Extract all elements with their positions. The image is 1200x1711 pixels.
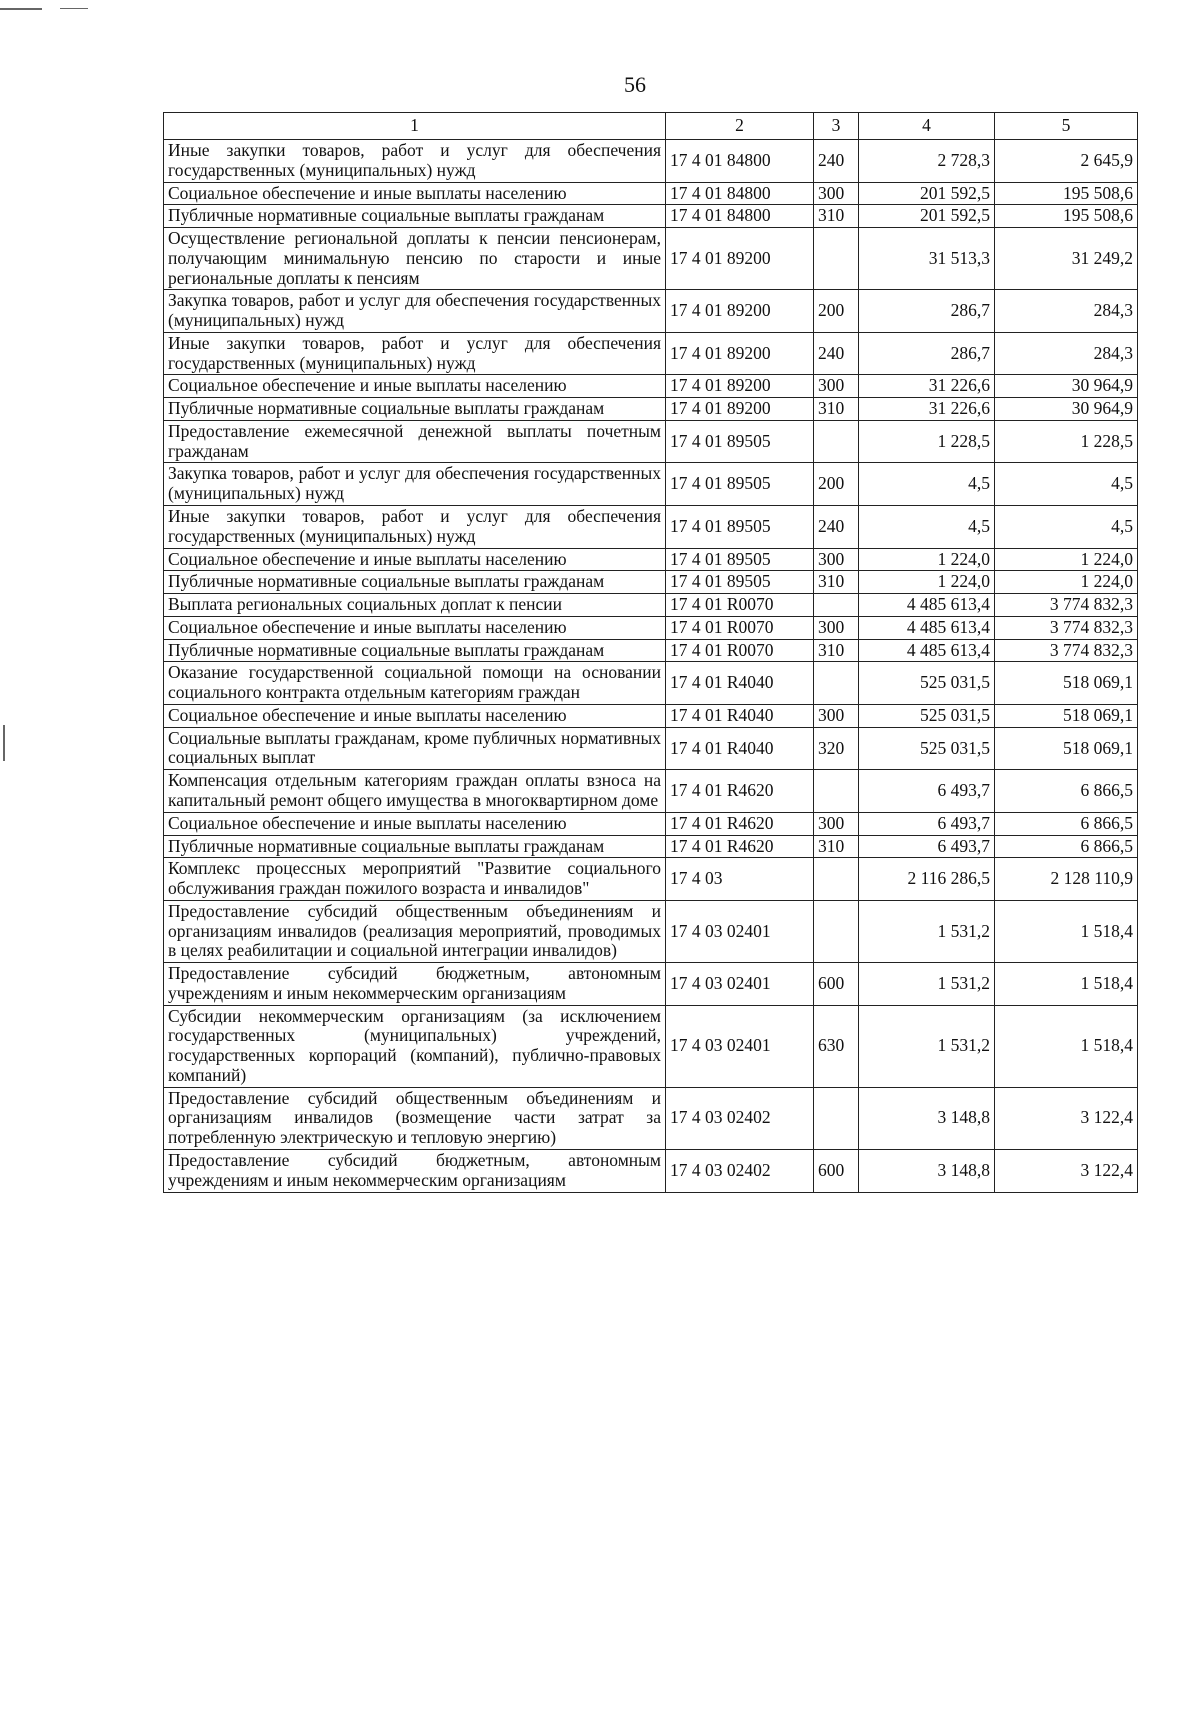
cell-expense-kind: 310 [814,571,859,594]
table-row [164,639,1138,662]
cell-code: 17 4 01 89505 [666,463,814,506]
cell-expense-kind [814,770,859,813]
cell-value-1: 4,5 [859,463,995,506]
cell-expense-kind: 630 [814,1005,859,1087]
cell-code: 17 4 03 02402 [666,1087,814,1149]
cell-expense-kind [814,900,859,962]
cell-value-1: 2 728,3 [859,140,995,183]
cell-value-2: 195 508,6 [995,205,1138,228]
cell-name: Выплата региональных социальных доплат к пенсии [164,594,666,617]
table-row [164,1149,1138,1192]
cell-name: Осуществление региональной доплаты к пенсии пенсионерам, получающим минимальную пенсию по старости и иные региональные доплаты к пенсиям [164,228,666,290]
table-row [164,963,1138,1006]
cell-code: 17 4 01 89505 [666,420,814,463]
scan-mark-left-edge [3,725,5,761]
cell-code: 17 4 01 R4040 [666,662,814,705]
cell-name: Закупка товаров, работ и услуг для обеспечения государственных (муниципальных) нужд [164,290,666,333]
cell-value-1: 525 031,5 [859,727,995,770]
cell-name: Социальное обеспечение и иные выплаты населению [164,375,666,398]
cell-value-2: 30 964,9 [995,375,1138,398]
cell-value-2: 3 122,4 [995,1087,1138,1149]
cell-value-1: 31 513,3 [859,228,995,290]
cell-value-1: 286,7 [859,332,995,375]
cell-expense-kind: 300 [814,616,859,639]
cell-name: Предоставление субсидий общественным объединениям и организациям инвалидов (реализация мероприятий, проводимых в целях реабилитации и социальной интеграции инвалидов) [164,900,666,962]
cell-value-2: 30 964,9 [995,398,1138,421]
cell-expense-kind: 240 [814,506,859,549]
cell-name: Закупка товаров, работ и услуг для обеспечения государственных (муниципальных) нужд [164,463,666,506]
cell-code: 17 4 03 02401 [666,1005,814,1087]
cell-value-2: 1 518,4 [995,1005,1138,1087]
cell-name: Социальное обеспечение и иные выплаты населению [164,182,666,205]
table-header-row [164,113,1138,140]
cell-value-2: 31 249,2 [995,228,1138,290]
cell-value-2: 284,3 [995,332,1138,375]
table-row [164,594,1138,617]
cell-name: Предоставление субсидий бюджетным, автономным учреждениям и иным некоммерческим организациям [164,963,666,1006]
cell-code: 17 4 01 84800 [666,140,814,183]
table-row [164,228,1138,290]
cell-value-2: 284,3 [995,290,1138,333]
cell-expense-kind [814,858,859,901]
cell-value-1: 201 592,5 [859,205,995,228]
cell-expense-kind: 240 [814,140,859,183]
scan-mark-top-left-2 [60,8,88,9]
cell-code: 17 4 01 89200 [666,290,814,333]
column-header-code: 2 [666,113,814,140]
cell-expense-kind: 300 [814,375,859,398]
cell-value-1: 525 031,5 [859,662,995,705]
cell-code: 17 4 01 89200 [666,228,814,290]
cell-expense-kind [814,662,859,705]
cell-value-2: 518 069,1 [995,727,1138,770]
cell-code: 17 4 01 89200 [666,332,814,375]
cell-value-1: 1 531,2 [859,900,995,962]
cell-code: 17 4 01 R0070 [666,639,814,662]
cell-expense-kind [814,594,859,617]
cell-name: Социальное обеспечение и иные выплаты населению [164,616,666,639]
cell-expense-kind [814,420,859,463]
cell-code: 17 4 01 89505 [666,548,814,571]
cell-code: 17 4 03 02401 [666,963,814,1006]
cell-code: 17 4 01 R4040 [666,727,814,770]
table-row [164,616,1138,639]
cell-value-1: 6 493,7 [859,812,995,835]
cell-value-1: 1 224,0 [859,548,995,571]
cell-value-2: 3 774 832,3 [995,616,1138,639]
cell-value-2: 518 069,1 [995,704,1138,727]
cell-code: 17 4 01 89200 [666,375,814,398]
cell-name: Публичные нормативные социальные выплаты гражданам [164,571,666,594]
cell-value-1: 6 493,7 [859,835,995,858]
table-row [164,704,1138,727]
table-row [164,571,1138,594]
table-row [164,332,1138,375]
cell-value-2: 1 518,4 [995,963,1138,1006]
cell-expense-kind: 600 [814,1149,859,1192]
budget-table [163,112,1138,1193]
cell-value-1: 525 031,5 [859,704,995,727]
page-number: 56 [624,72,646,97]
table-row [164,548,1138,571]
cell-code: 17 4 03 02401 [666,900,814,962]
cell-name: Предоставление субсидий бюджетным, автономным учреждениям и иным некоммерческим организациям [164,1149,666,1192]
table-row [164,182,1138,205]
cell-name: Социальное обеспечение и иные выплаты населению [164,548,666,571]
cell-value-2: 4,5 [995,506,1138,549]
cell-expense-kind: 200 [814,463,859,506]
table-row [164,900,1138,962]
cell-code: 17 4 01 89505 [666,506,814,549]
table-row [164,1087,1138,1149]
cell-code: 17 4 01 R4620 [666,835,814,858]
cell-value-1: 4 485 613,4 [859,639,995,662]
cell-value-1: 4,5 [859,506,995,549]
cell-value-2: 195 508,6 [995,182,1138,205]
table-body [164,140,1138,1193]
cell-value-2: 3 122,4 [995,1149,1138,1192]
cell-value-1: 1 531,2 [859,1005,995,1087]
cell-value-2: 2 128 110,9 [995,858,1138,901]
cell-name: Комплекс процессных мероприятий "Развитие социального обслуживания граждан пожилого возраста и инвалидов" [164,858,666,901]
cell-code: 17 4 01 R0070 [666,594,814,617]
cell-value-2: 1 228,5 [995,420,1138,463]
cell-expense-kind [814,1087,859,1149]
cell-value-1: 201 592,5 [859,182,995,205]
cell-expense-kind: 300 [814,182,859,205]
cell-name: Иные закупки товаров, работ и услуг для обеспечения государственных (муниципальных) нужд [164,332,666,375]
cell-value-1: 4 485 613,4 [859,594,995,617]
cell-expense-kind: 300 [814,704,859,727]
cell-expense-kind: 600 [814,963,859,1006]
cell-value-1: 3 148,8 [859,1149,995,1192]
cell-value-1: 1 531,2 [859,963,995,1006]
cell-value-2: 3 774 832,3 [995,639,1138,662]
table-row [164,662,1138,705]
cell-expense-kind: 320 [814,727,859,770]
cell-value-2: 6 866,5 [995,812,1138,835]
cell-expense-kind [814,228,859,290]
cell-name: Публичные нормативные социальные выплаты гражданам [164,639,666,662]
cell-code: 17 4 01 R4620 [666,770,814,813]
table-row [164,727,1138,770]
table-row [164,205,1138,228]
column-header-value-1: 4 [859,113,995,140]
table-row [164,812,1138,835]
cell-code: 17 4 01 84800 [666,182,814,205]
table-row [164,1005,1138,1087]
table-row [164,290,1138,333]
column-header-value-2: 5 [995,113,1138,140]
cell-expense-kind: 300 [814,812,859,835]
table-row [164,506,1138,549]
cell-value-2: 1 224,0 [995,548,1138,571]
cell-value-1: 1 228,5 [859,420,995,463]
cell-name: Социальные выплаты гражданам, кроме публичных нормативных социальных выплат [164,727,666,770]
cell-value-2: 6 866,5 [995,835,1138,858]
cell-name: Социальное обеспечение и иные выплаты населению [164,704,666,727]
cell-expense-kind: 200 [814,290,859,333]
cell-name: Иные закупки товаров, работ и услуг для обеспечения государственных (муниципальных) нужд [164,140,666,183]
cell-value-2: 3 774 832,3 [995,594,1138,617]
cell-value-1: 1 224,0 [859,571,995,594]
column-header-kind: 3 [814,113,859,140]
cell-name: Предоставление ежемесячной денежной выплаты почетным гражданам [164,420,666,463]
cell-code: 17 4 01 R0070 [666,616,814,639]
cell-name: Субсидии некоммерческим организациям (за исключением государственных (муниципальных) учреждений, государственных корпораций (компаний), публично-правовых компаний) [164,1005,666,1087]
table-row [164,375,1138,398]
cell-value-2: 6 866,5 [995,770,1138,813]
cell-expense-kind: 310 [814,835,859,858]
cell-code: 17 4 01 R4620 [666,812,814,835]
cell-name: Иные закупки товаров, работ и услуг для обеспечения государственных (муниципальных) нужд [164,506,666,549]
cell-name: Публичные нормативные социальные выплаты гражданам [164,205,666,228]
table-row [164,140,1138,183]
table-row [164,770,1138,813]
cell-value-1: 31 226,6 [859,375,995,398]
cell-expense-kind: 240 [814,332,859,375]
cell-code: 17 4 01 89200 [666,398,814,421]
table-row [164,463,1138,506]
cell-code: 17 4 01 84800 [666,205,814,228]
cell-code: 17 4 01 89505 [666,571,814,594]
scan-mark-top-left [0,8,42,10]
cell-value-2: 518 069,1 [995,662,1138,705]
cell-name: Публичные нормативные социальные выплаты гражданам [164,835,666,858]
cell-name: Компенсация отдельным категориям граждан оплаты взноса на капитальный ремонт общего имущества в многоквартирном доме [164,770,666,813]
cell-value-1: 2 116 286,5 [859,858,995,901]
cell-value-2: 4,5 [995,463,1138,506]
table-row [164,858,1138,901]
cell-expense-kind: 310 [814,639,859,662]
cell-name: Оказание государственной социальной помощи на основании социального контракта отдельным категориям граждан [164,662,666,705]
column-header-name: 1 [164,113,666,140]
cell-expense-kind: 310 [814,205,859,228]
cell-value-1: 286,7 [859,290,995,333]
cell-value-1: 6 493,7 [859,770,995,813]
cell-value-1: 4 485 613,4 [859,616,995,639]
cell-value-2: 1 224,0 [995,571,1138,594]
cell-code: 17 4 03 02402 [666,1149,814,1192]
table-row [164,835,1138,858]
table-row [164,398,1138,421]
cell-name: Социальное обеспечение и иные выплаты населению [164,812,666,835]
cell-expense-kind: 310 [814,398,859,421]
cell-value-1: 31 226,6 [859,398,995,421]
cell-value-1: 3 148,8 [859,1087,995,1149]
table-row [164,420,1138,463]
cell-name: Публичные нормативные социальные выплаты гражданам [164,398,666,421]
cell-value-2: 1 518,4 [995,900,1138,962]
cell-expense-kind: 300 [814,548,859,571]
cell-value-2: 2 645,9 [995,140,1138,183]
cell-code: 17 4 03 [666,858,814,901]
cell-code: 17 4 01 R4040 [666,704,814,727]
cell-name: Предоставление субсидий общественным объединениям и организациям инвалидов (возмещение части затрат за потребленную электрическую и тепловую энергию) [164,1087,666,1149]
